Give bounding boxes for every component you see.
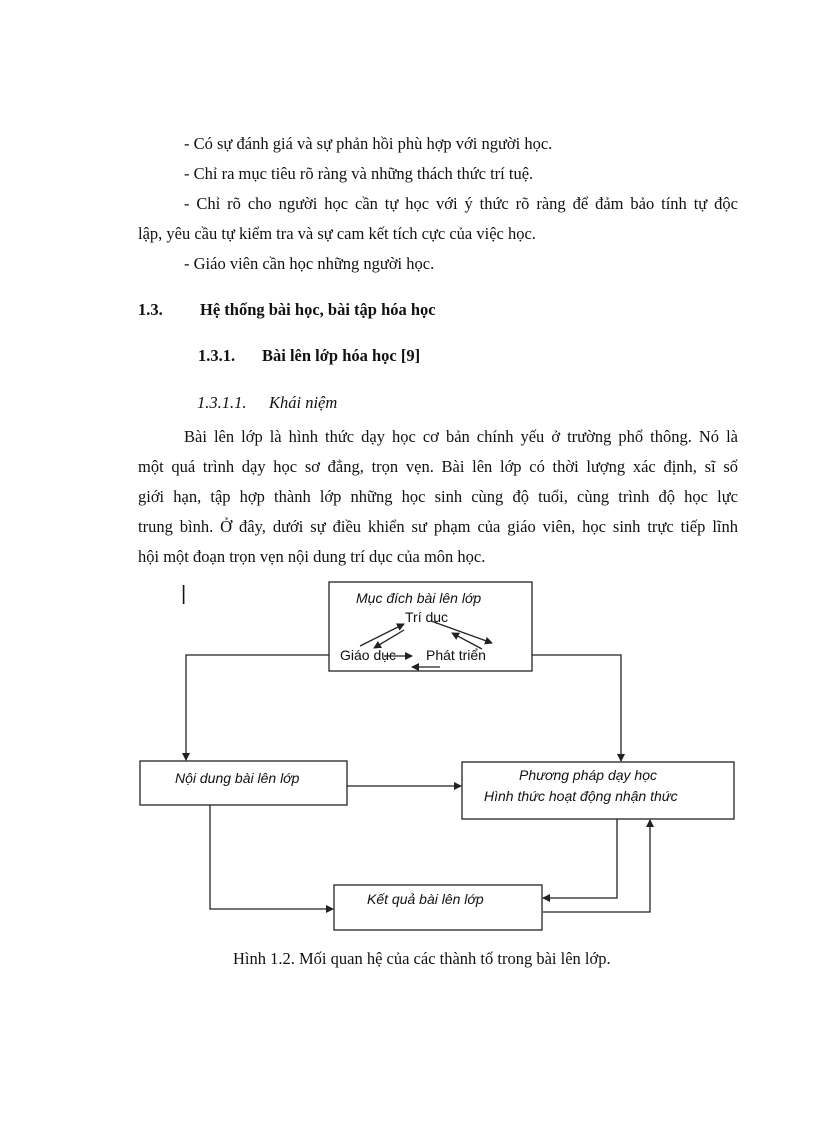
- giao-duc-label: Giáo dục: [340, 647, 397, 663]
- right-box-line2: Hình thức hoạt động nhận thức: [484, 788, 678, 804]
- section-title: Hệ thống bài học, bài tập hóa học: [200, 300, 436, 319]
- right-box-line1: Phương pháp dạy học: [519, 767, 657, 783]
- subsection-number: 1.3.1.: [198, 346, 236, 365]
- connector-top-to-left: [186, 655, 329, 760]
- arrow-triduc-phattrien: [431, 621, 492, 643]
- connector-top-to-right: [532, 655, 621, 761]
- connector-left-to-bottom: [210, 805, 333, 909]
- figure-caption: Hình 1.2. Mối quan hệ của các thành tố trong bài lên lớp.: [233, 949, 611, 968]
- bullet-3: - Chỉ rõ cho người học cần tự học với ý thức rõ ràng để đảm bảo tính tự độc: [184, 194, 738, 213]
- cursor-mark: |: [181, 583, 187, 605]
- top-box-title: Mục đích bài lên lớp: [356, 590, 482, 606]
- left-box-label: Nội dung bài lên lớp: [175, 770, 300, 786]
- bullet-4: - Giáo viên cần học những người học.: [184, 254, 435, 273]
- subsection-title: Bài lên lớp hóa học [9]: [262, 346, 421, 365]
- bullet-3-continued: lập, yêu cầu tự kiểm tra và sự cam kết tích cực của việc học.: [138, 224, 536, 243]
- bottom-box-label: Kết quả bài lên lớp: [367, 891, 484, 907]
- bullet-2: - Chỉ ra mục tiêu rõ ràng và những thách thức trí tuệ.: [184, 164, 534, 183]
- paragraph-line-5: hội một đoạn trọn vẹn nội dung trí dục của môn học.: [138, 547, 486, 566]
- paragraph-line-2: một quá trình dạy học sơ đẳng, trọn vẹn. Bài lên lớp có thời lượng xác định, sĩ số: [138, 457, 738, 476]
- subsubsection-title: Khái niệm: [269, 393, 338, 412]
- section-number: 1.3.: [138, 300, 163, 319]
- paragraph-line-3: giới hạn, tập hợp thành lớp những học sinh cùng độ tuổi, cùng trình độ học lực: [138, 487, 738, 506]
- tri-duc-label: Trí dục: [405, 609, 449, 625]
- arrow-triduc-giaoduc: [374, 630, 404, 648]
- bullet-1: - Có sự đánh giá và sự phản hồi phù hợp với người học.: [184, 134, 553, 153]
- connector-right-to-bottom: [543, 819, 617, 898]
- paragraph-line-1: Bài lên lớp là hình thức dạy học cơ bản chính yếu ở trường phổ thông. Nó là: [184, 427, 738, 446]
- subsubsection-number: 1.3.1.1.: [197, 393, 247, 412]
- paragraph-line-4: trung bình. Ở đây, dưới sự điều khiển sư phạm của giáo viên, học sinh trực tiếp lĩnh: [138, 517, 738, 536]
- phat-trien-label: Phát triển: [426, 647, 486, 663]
